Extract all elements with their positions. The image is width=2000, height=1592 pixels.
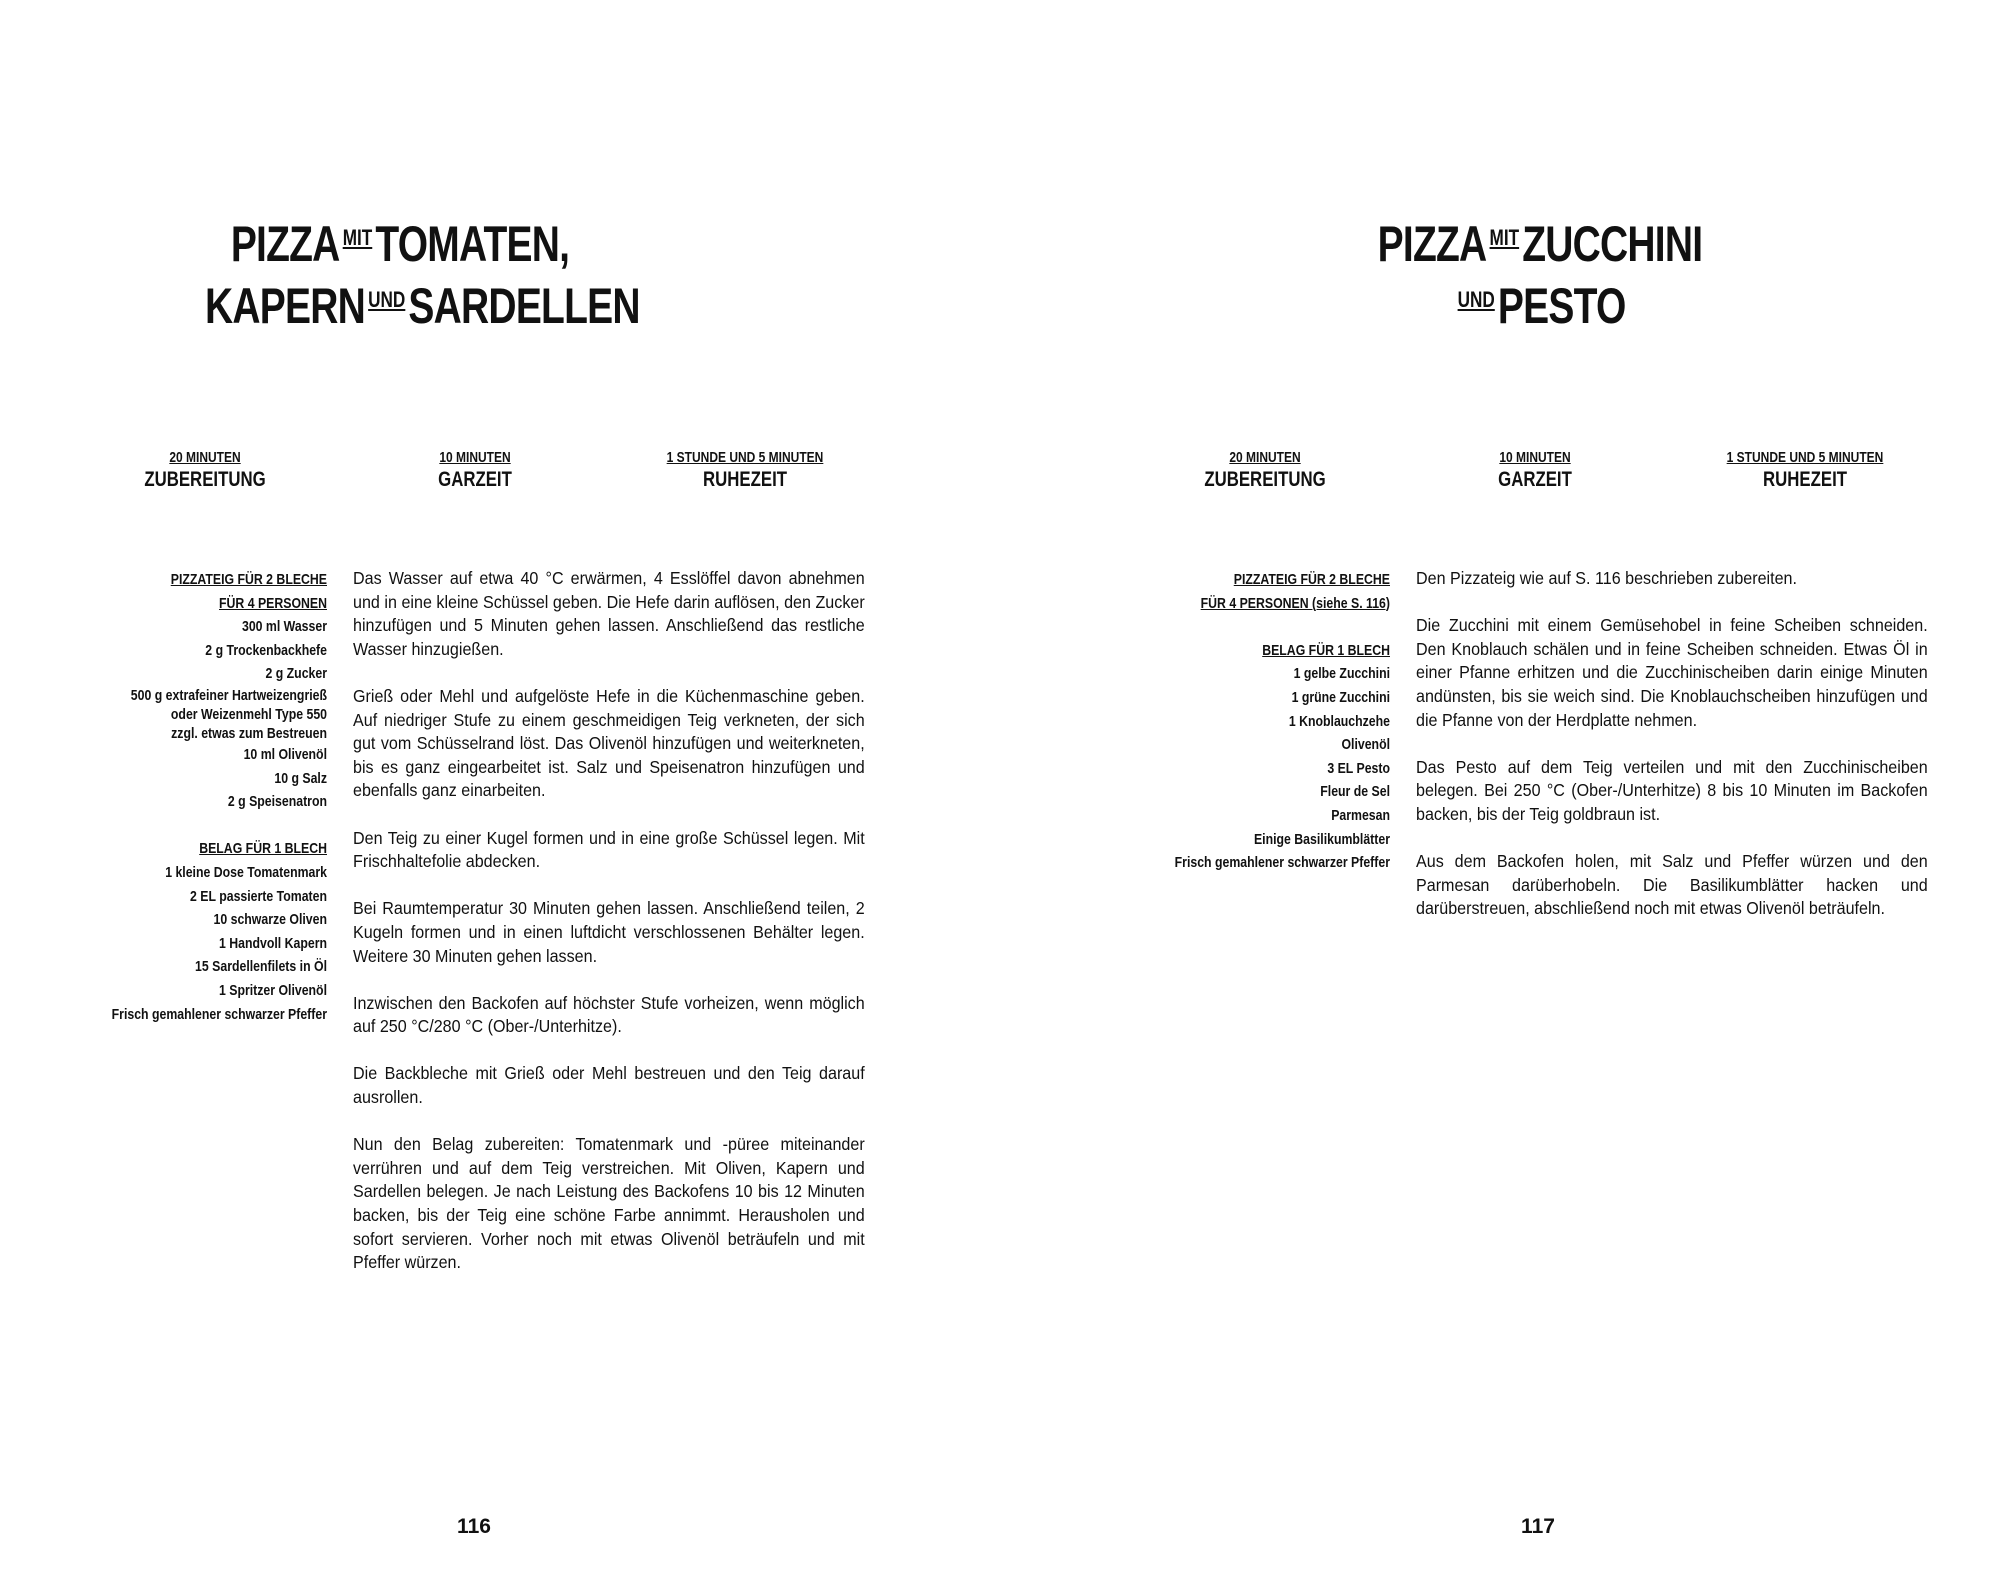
ingredient-heading: PIZZATEIG FÜR 2 BLECHE (1233, 571, 1390, 588)
cook-time (1425, 448, 1645, 492)
title-word: PIZZA (230, 216, 340, 272)
page-117 (1000, 0, 2000, 1592)
title-connector: MIT (1489, 225, 1520, 250)
time-label: ZUBEREITUNG (1204, 468, 1326, 491)
ingredient-item: 500 g extrafeiner Hartweizengrieß (130, 686, 327, 704)
ingredient-heading: BELAG FÜR 1 BLECH (1262, 641, 1390, 659)
ingredient-item: 10 g Salz (274, 769, 327, 787)
ingredient-item: 1 Handvoll Kapern (219, 934, 327, 952)
ingredient-item: Einige Basilikumblätter (1253, 830, 1390, 848)
time-label: GARZEIT (1498, 468, 1572, 491)
ingredient-list (1125, 568, 1390, 875)
cook-time (365, 448, 585, 492)
time-amount: 10 MINUTEN (1499, 449, 1571, 466)
rest-time (635, 448, 855, 492)
ingredient-item: 1 gelbe Zucchini (1293, 665, 1390, 683)
ingredient-item: 3 EL Pesto (1327, 759, 1390, 777)
ingredient-item: Parmesan (1331, 806, 1390, 824)
time-label: GARZEIT (438, 468, 512, 491)
ingredient-item: Frisch gemahlener schwarzer Pfeffer (111, 1005, 327, 1023)
method-text (1416, 567, 1931, 945)
time-label: RUHEZEIT (703, 468, 787, 491)
ingredient-item: 15 Sardellenfilets in Öl (195, 958, 327, 976)
ingredient-item: 2 g Speisenatron (227, 793, 327, 811)
ingredient-item: 2 g Trockenbackhefe (205, 641, 327, 659)
method-paragraph: Den Teig zu einer Kugel formen und in eine große Schüssel legen. Mit Frischhaltefolie abdecken. (353, 827, 865, 872)
ingredient-heading: FÜR 4 PERSONEN (siehe S. 116) (1200, 594, 1390, 612)
ingredient-item: zzgl. etwas zum Bestreuen (171, 724, 327, 742)
method-paragraph: Inzwischen den Backofen auf höchster Stufe vorheizen, wenn möglich auf 250 °C/280 °C (Ober-/Unterhitze). (353, 992, 865, 1037)
ingredient-item: 1 Spritzer Olivenöl (218, 981, 327, 999)
method-paragraph: Den Pizzateig wie auf S. 116 beschrieben zubereiten. (1416, 568, 1797, 588)
method-paragraph: Die Backbleche mit Grieß oder Mehl bestreuen und den Teig darauf ausrollen. (353, 1063, 865, 1108)
time-label: ZUBEREITUNG (144, 468, 266, 491)
page-number: 117 (1521, 1515, 1555, 1538)
title-word: TOMATEN, (375, 216, 570, 272)
time-amount: 10 MINUTEN (439, 449, 511, 466)
method-paragraph: Bei Raumtemperatur 30 Minuten gehen lassen. Anschließend teilen, 2 Kugeln formen und in einen luftdicht verschlossenen Behälter legen. Weitere 30 Minuten gehen lassen. (353, 898, 865, 966)
method-paragraph: Nun den Belag zubereiten: Tomatenmark und -püree miteinander verrühren und auf dem Teig verstreichen. Mit Oliven, Kapern und Sardellen belegen. Je nach Leistung des Backofens 10 bis 12 Minuten backen, bis der Teig eine schöne Farbe annimmt. Herausholen und sofort servieren. Vorher noch mit etwas Olivenöl beträufeln und mit Pfeffer würzen. (353, 1134, 865, 1273)
title-word: PIZZA (1377, 216, 1487, 272)
recipe-title (1345, 210, 1735, 334)
title-connector: UND (1457, 287, 1495, 312)
method-paragraph: Das Pesto auf dem Teig verteilen und mit den Zucchinischeiben belegen. Bei 250 °C (Ober-/Unterhitze) 8 bis 10 Minuten im Backofen backen, bis der Teig goldbraun ist. (1416, 756, 1928, 824)
ingredient-item: Olivenöl (1341, 736, 1390, 754)
time-label: RUHEZEIT (1763, 468, 1847, 491)
ingredient-item: 1 Knoblauchzehe (1288, 712, 1390, 730)
ingredient-item: 300 ml Wasser (241, 618, 327, 636)
method-paragraph: Das Wasser auf etwa 40 °C erwärmen, 4 Esslöffel davon abnehmen und in eine kleine Schüssel geben. Die Hefe darin auflösen, den Zucker hinzufügen und 5 Minuten gehen lassen. Anschließend das restliche Wasser hinzugießen. (353, 568, 865, 659)
method-paragraph: Grieß oder Mehl und aufgelöste Hefe in die Küchenmaschine geben. Auf niedriger Stufe zu einem geschmeidigen Teig verkneten, der sich gut vom Schüsselrand löst. Das Olivenöl hinzufügen und weiterkneten, bis es ganz eingearbeitet ist. Salz und Speisenatron hinzufügen und ebenfalls ganz einarbeiten. (353, 685, 865, 801)
ingredient-item: oder Weizenmehl Type 550 (170, 705, 327, 723)
ingredient-item: Frisch gemahlener schwarzer Pfeffer (1174, 854, 1390, 872)
ingredient-list (60, 568, 327, 1026)
ingredient-heading: FÜR 4 PERSONEN (219, 594, 327, 612)
title-word: KAPERN (205, 278, 366, 334)
prep-time (95, 448, 315, 492)
ingredient-item: 1 kleine Dose Tomatenmark (165, 863, 327, 881)
title-connector: MIT (342, 225, 373, 250)
ingredient-item: 2 EL passierte Tomaten (190, 887, 327, 905)
ingredient-item: 10 schwarze Oliven (213, 911, 327, 929)
ingredient-item: 2 g Zucker (265, 665, 327, 683)
time-amount: 1 STUNDE UND 5 MINUTEN (666, 449, 824, 466)
rest-time (1695, 448, 1915, 492)
ingredient-heading: PIZZATEIG FÜR 2 BLECHE (170, 571, 327, 588)
method-paragraph: Aus dem Backofen holen, mit Salz und Pfeffer würzen und den Parmesan darüberhobeln. Die Basilikumblätter hacken und darüberstreuen, abschließend noch mit etwas Olivenöl beträufeln. (1416, 851, 1928, 919)
ingredient-heading: BELAG FÜR 1 BLECH (199, 840, 327, 858)
ingredient-item: Fleur de Sel (1320, 783, 1390, 801)
method-text (353, 567, 868, 1298)
method-paragraph: Die Zucchini mit einem Gemüsehobel in feine Scheiben schneiden. Den Knoblauch schälen und in feine Scheiben schneiden. Etwas Öl in einer Pfanne erhitzen und die Zucchinischeiben darin einige Minuten andünsten, bis sie weich sind. Die Knoblauchscheiben hinzufügen und die Pfanne von der Herdplatte nehmen. (1416, 615, 1928, 730)
prep-time (1155, 448, 1375, 492)
title-connector: UND (368, 287, 406, 312)
time-amount: 20 MINUTEN (169, 449, 241, 466)
title-word: ZUCCHINI (1522, 216, 1703, 272)
title-word: SARDELLEN (408, 278, 640, 334)
recipe-title (205, 210, 640, 334)
ingredient-item: 10 ml Olivenöl (243, 745, 327, 763)
time-amount: 1 STUNDE UND 5 MINUTEN (1726, 449, 1884, 466)
time-amount: 20 MINUTEN (1229, 449, 1301, 466)
page-number: 116 (457, 1515, 491, 1538)
title-word: PESTO (1497, 278, 1626, 334)
ingredient-item: 1 grüne Zucchini (1291, 688, 1390, 706)
